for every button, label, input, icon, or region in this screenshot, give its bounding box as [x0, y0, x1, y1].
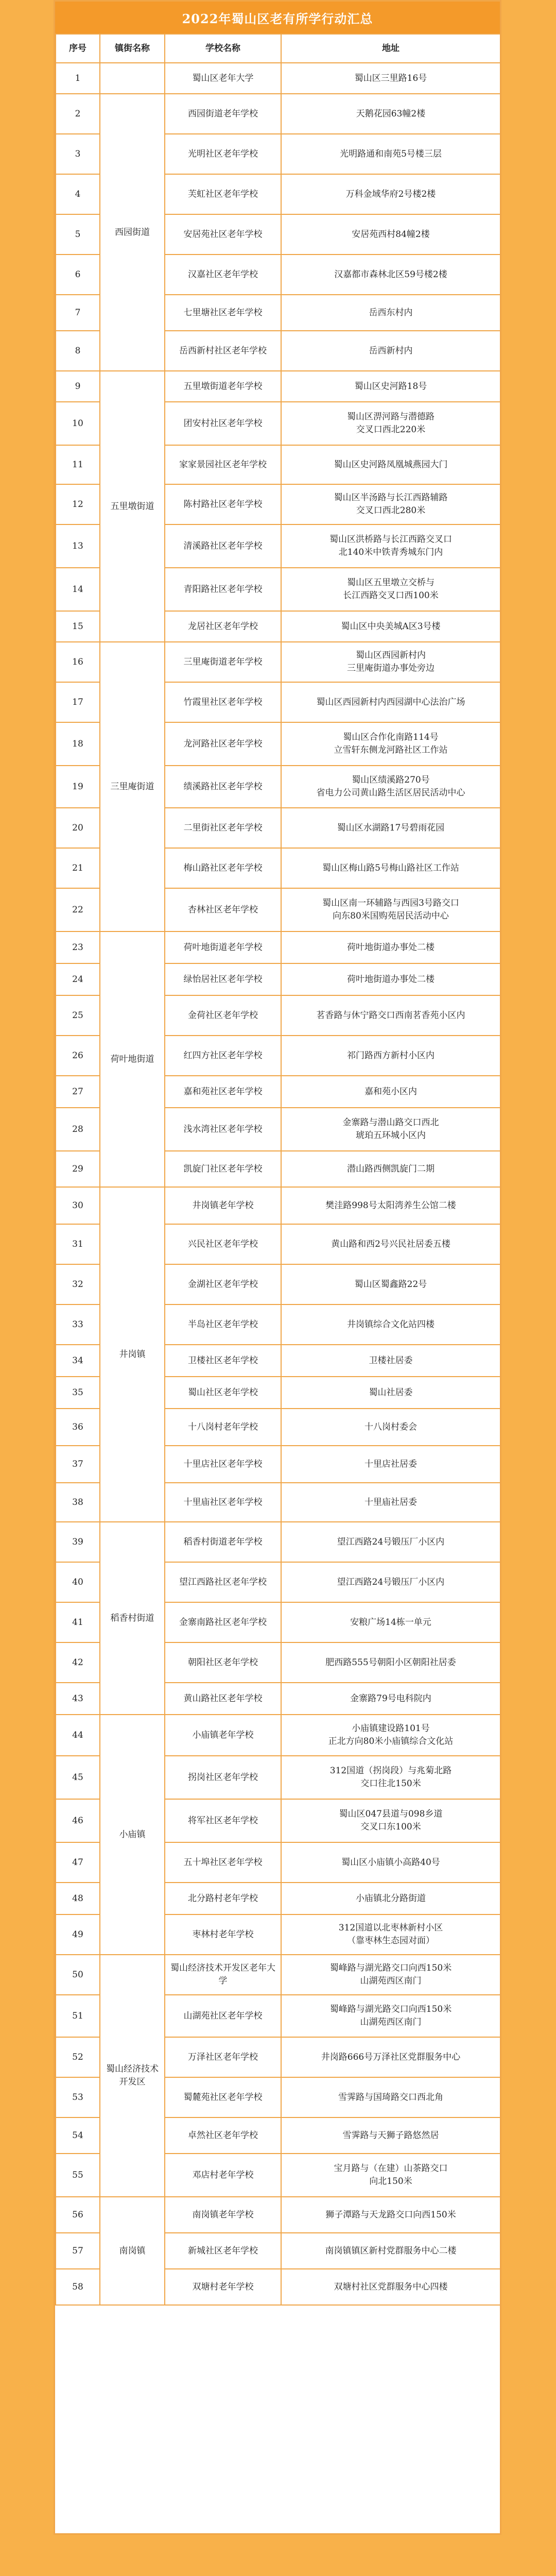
table-row	[56, 1955, 500, 1995]
address-line: 立雪轩东侧龙河路社区工作站	[334, 745, 448, 755]
row-number: 17	[56, 682, 100, 722]
address	[281, 2077, 500, 2117]
row-number: 33	[56, 1304, 100, 1345]
school-name: 浅水湾社区老年学校	[165, 1108, 281, 1151]
address	[281, 94, 500, 134]
address	[281, 1224, 500, 1264]
address-line: 交叉口东100米	[360, 1822, 421, 1832]
address	[281, 568, 500, 611]
row-number: 8	[56, 331, 100, 371]
row-number: 13	[56, 524, 100, 568]
row-number: 58	[56, 2269, 100, 2305]
row-number: 11	[56, 445, 100, 484]
school-name: 蜀麓苑社区老年学校	[165, 2077, 281, 2117]
address	[281, 1264, 500, 1304]
address-line: 山湖苑西区南门	[360, 2017, 422, 2027]
row-number: 37	[56, 1446, 100, 1483]
school-name: 井岗镇老年学校	[165, 1187, 281, 1224]
address	[281, 1683, 500, 1715]
row-number: 36	[56, 1409, 100, 1446]
address-line: 祁门路西方新村小区内	[347, 1050, 435, 1061]
row-number: 34	[56, 1345, 100, 1377]
school-name: 新城社区老年学校	[165, 2233, 281, 2269]
address-line: （靠枣林生态园对面）	[347, 1936, 435, 1946]
header-school: 学校名称	[165, 34, 281, 63]
school-name: 梅山路社区老年学校	[165, 848, 281, 888]
school-name: 十八岗村老年学校	[165, 1409, 281, 1446]
address	[281, 1562, 500, 1602]
address-line: 金寨路79号电科院内	[350, 1693, 431, 1704]
school-name: 岳西新村社区老年学校	[165, 331, 281, 371]
address	[281, 1076, 500, 1108]
address	[281, 642, 500, 682]
school-name: 蜀山区老年大学	[165, 63, 281, 94]
school-name: 半岛社区老年学校	[165, 1304, 281, 1345]
address	[281, 1715, 500, 1756]
address-line: 天鹅花园63幢2楼	[356, 108, 426, 119]
table-row	[56, 371, 500, 402]
address-line: 蜀山区淠河路与潜德路	[347, 412, 435, 422]
row-number: 10	[56, 402, 100, 445]
address-line: 蜀峰路与湖光路交口向西150米	[329, 2004, 452, 2015]
school-name: 荷叶地街道老年学校	[165, 931, 281, 963]
table-row	[56, 2197, 500, 2233]
row-number: 12	[56, 484, 100, 524]
address	[281, 255, 500, 295]
row-number: 14	[56, 568, 100, 611]
address	[281, 931, 500, 963]
school-name: 南岗镇老年学校	[165, 2197, 281, 2233]
row-number: 21	[56, 848, 100, 888]
address-line: 井岗路666号万泽社区党群服务中心	[321, 2052, 461, 2062]
address	[281, 888, 500, 931]
school-name: 邓店村老年学校	[165, 2154, 281, 2197]
street-name: 南岗镇	[100, 2197, 165, 2305]
row-number: 45	[56, 1756, 100, 1799]
row-number: 3	[56, 134, 100, 174]
address-line: 肥西路555号朝阳小区朝阳社居委	[325, 1657, 456, 1668]
address-line: 蜀峰路与湖光路交口向西150米	[329, 1963, 452, 1974]
address-line: 蜀山区五里墩立交桥与	[347, 578, 435, 588]
address	[281, 214, 500, 255]
address-line: 十八岗村委会	[364, 1421, 417, 1432]
address-line: 狮子潭路与天龙路交口向西150米	[325, 2209, 456, 2220]
header-street: 镇街名称	[100, 34, 165, 63]
address	[281, 1483, 500, 1522]
address	[281, 1955, 500, 1995]
address-line: 井岗镇综合文化站四楼	[347, 1319, 435, 1330]
row-number: 25	[56, 995, 100, 1036]
row-number: 27	[56, 1076, 100, 1108]
address-line: 雪霁路与国琦路交口西北角	[338, 2092, 443, 2103]
address	[281, 1883, 500, 1914]
street-name: 井岗镇	[100, 1187, 165, 1522]
address-line: 省电力公司黄山路生活区居民活动中心	[316, 788, 465, 798]
street-name: 蜀山经济技术开发区	[100, 1955, 165, 2197]
row-number: 22	[56, 888, 100, 931]
table-row	[56, 1715, 500, 1756]
address	[281, 1108, 500, 1151]
row-number: 52	[56, 2037, 100, 2077]
table-row	[56, 1522, 500, 1562]
address-line: 交叉口西北280米	[356, 505, 426, 516]
address	[281, 2233, 500, 2269]
row-number: 49	[56, 1914, 100, 1955]
address	[281, 1642, 500, 1683]
address-line: 蜀山区合作化南路114号	[343, 732, 439, 743]
street-name	[100, 63, 165, 94]
row-number: 1	[56, 63, 100, 94]
school-name: 卓然社区老年学校	[165, 2117, 281, 2154]
row-number: 53	[56, 2077, 100, 2117]
address-line: 安粮广场14栋一单元	[350, 1617, 431, 1628]
address	[281, 1799, 500, 1842]
address	[281, 1377, 500, 1409]
address-line: 蜀山区绩溪路270号	[352, 775, 430, 786]
address-line: 望江西路24号锻压厂小区内	[337, 1577, 445, 1587]
address	[281, 2154, 500, 2197]
table-row	[56, 1187, 500, 1224]
header-row	[56, 34, 500, 63]
row-number: 16	[56, 642, 100, 682]
row-number: 41	[56, 1602, 100, 1642]
school-name: 光明社区老年学校	[165, 134, 281, 174]
address-line: 312国道以北枣林新村小区	[338, 1923, 443, 1934]
address	[281, 2037, 500, 2077]
table-row	[56, 931, 500, 963]
school-name: 青阳路社区老年学校	[165, 568, 281, 611]
address-line: 三里庵街道办事处旁边	[347, 663, 435, 673]
school-table	[55, 33, 501, 2306]
address	[281, 682, 500, 722]
street-name: 稻香村街道	[100, 1522, 165, 1715]
school-name: 蜀山经济技术开发区老年大学	[165, 1955, 281, 1995]
address	[281, 524, 500, 568]
address	[281, 808, 500, 848]
table-row	[56, 642, 500, 682]
address	[281, 1995, 500, 2037]
address	[281, 1304, 500, 1345]
address-line: 蜀山区中央美城A区3号楼	[341, 621, 441, 632]
school-name: 二里街社区老年学校	[165, 808, 281, 848]
address	[281, 402, 500, 445]
header-no: 序号	[56, 34, 100, 63]
address-line: 向北150米	[369, 2176, 412, 2187]
address-line: 樊洼路998号太阳湾养生公馆二楼	[325, 1200, 456, 1211]
address-line: 蜀山区南一环辅路与西园3号路交口	[322, 898, 459, 909]
address-line: 嘉和苑小区内	[364, 1086, 417, 1097]
row-number: 47	[56, 1842, 100, 1883]
address-line: 蜀山区史河路凤凰城燕园大门	[334, 459, 448, 470]
address-line: 蜀山区小庙镇小高路40号	[341, 1857, 440, 1868]
school-name: 凯旋门社区老年学校	[165, 1151, 281, 1187]
table-row	[56, 94, 500, 134]
address-line: 南岗镇镇区新村党群服务中心二楼	[325, 2245, 457, 2256]
address-line: 蜀山区蜀鑫路22号	[354, 1279, 427, 1290]
school-name: 兴民社区老年学校	[165, 1224, 281, 1264]
row-number: 54	[56, 2117, 100, 2154]
school-name: 绿怡居社区老年学校	[165, 963, 281, 995]
school-name: 西园街道老年学校	[165, 94, 281, 134]
address	[281, 295, 500, 331]
school-name: 安居苑社区老年学校	[165, 214, 281, 255]
school-name: 七里塘社区老年学校	[165, 295, 281, 331]
street-name: 西园街道	[100, 94, 165, 371]
address	[281, 1446, 500, 1483]
school-name: 双塘村老年学校	[165, 2269, 281, 2305]
row-number: 28	[56, 1108, 100, 1151]
summary-sheet	[54, 0, 501, 2535]
address	[281, 484, 500, 524]
address-line: 茗香路与休宁路交口西南茗香苑小区内	[316, 1010, 465, 1021]
school-name: 黄山路社区老年学校	[165, 1683, 281, 1715]
address-line: 正北方向80米小庙镇综合文化站	[328, 1736, 454, 1747]
address-line: 蜀山区西园新村内	[356, 650, 426, 661]
school-name: 陈村路社区老年学校	[165, 484, 281, 524]
header-address: 地址	[281, 34, 500, 63]
street-name: 小庙镇	[100, 1715, 165, 1955]
row-number: 26	[56, 1036, 100, 1076]
address	[281, 722, 500, 766]
school-name: 望江西路社区老年学校	[165, 1562, 281, 1602]
address-line: 蜀山区史河路18号	[354, 381, 427, 392]
address	[281, 1842, 500, 1883]
school-name: 绩溪路社区老年学校	[165, 766, 281, 808]
row-number: 29	[56, 1151, 100, 1187]
school-name: 汉嘉社区老年学校	[165, 255, 281, 295]
row-number: 40	[56, 1562, 100, 1602]
school-name: 十里庙社区老年学校	[165, 1483, 281, 1522]
address	[281, 1409, 500, 1446]
address	[281, 1036, 500, 1076]
address-line: 交口往北150米	[360, 1778, 421, 1789]
school-name: 稻香村街道老年学校	[165, 1522, 281, 1562]
address	[281, 371, 500, 402]
address-line: 蜀山区西园新村内西园湖中心法治广场	[316, 697, 465, 707]
row-number: 2	[56, 94, 100, 134]
school-name: 蜀山社区老年学校	[165, 1377, 281, 1409]
address	[281, 1522, 500, 1562]
address	[281, 963, 500, 995]
address	[281, 1345, 500, 1377]
address	[281, 2117, 500, 2154]
row-number: 50	[56, 1955, 100, 1995]
school-name: 龙居社区老年学校	[165, 611, 281, 642]
address-line: 黄山路和西2号兴民社居委五楼	[331, 1239, 450, 1249]
school-name: 嘉和苑社区老年学校	[165, 1076, 281, 1108]
row-number: 18	[56, 722, 100, 766]
school-name: 家家景园社区老年学校	[165, 445, 281, 484]
address-line: 蜀山区水湖路17号碧雨花园	[337, 822, 445, 833]
row-number: 19	[56, 766, 100, 808]
school-name: 五十埠社区老年学校	[165, 1842, 281, 1883]
row-number: 43	[56, 1683, 100, 1715]
address-line: 宝月路与（在建）山茶路交口	[334, 2163, 448, 2174]
street-name: 三里庵街道	[100, 642, 165, 931]
row-number: 5	[56, 214, 100, 255]
address-line: 交叉口西北220米	[356, 425, 426, 435]
address-line: 蜀山区洪桥路与长江西路交叉口	[329, 534, 452, 545]
row-number: 57	[56, 2233, 100, 2269]
table-body	[56, 63, 500, 2305]
school-name: 金湖社区老年学校	[165, 1264, 281, 1304]
school-name: 清溪路社区老年学校	[165, 524, 281, 568]
school-name: 五里墩街道老年学校	[165, 371, 281, 402]
row-number: 55	[56, 2154, 100, 2197]
address-line: 光明路通和南苑5号楼三层	[340, 148, 442, 159]
school-name: 龙河路社区老年学校	[165, 722, 281, 766]
address-line: 312国道（拐岗段）与兆菊北路	[329, 1766, 452, 1776]
address-line: 小庙镇建设路101号	[352, 1723, 430, 1734]
school-name: 金荷社区老年学校	[165, 995, 281, 1036]
row-number: 42	[56, 1642, 100, 1683]
school-name: 红四方社区老年学校	[165, 1036, 281, 1076]
row-number: 24	[56, 963, 100, 995]
address	[281, 1914, 500, 1955]
school-name: 北分路村老年学校	[165, 1883, 281, 1914]
address-line: 蜀山区047县道与098乡道	[339, 1809, 443, 1820]
street-name: 五里墩街道	[100, 371, 165, 642]
address-line: 蜀山区半汤路与长江西路辅路	[334, 493, 448, 503]
address	[281, 848, 500, 888]
school-name: 竹霞里社区老年学校	[165, 682, 281, 722]
address-line: 雪霁路与天狮子路悠然居	[342, 2130, 439, 2141]
address-line: 望江西路24号锻压厂小区内	[337, 1536, 445, 1547]
address-line: 蜀山社居委	[369, 1387, 413, 1398]
address-line: 琥珀五环城小区内	[356, 1130, 426, 1141]
school-name: 杏林社区老年学校	[165, 888, 281, 931]
address-line: 十里店社居委	[364, 1459, 417, 1469]
row-number: 23	[56, 931, 100, 963]
row-number: 38	[56, 1483, 100, 1522]
row-number: 32	[56, 1264, 100, 1304]
row-number: 7	[56, 295, 100, 331]
row-number: 31	[56, 1224, 100, 1264]
address-line: 荷叶地街道办事处二楼	[347, 942, 435, 953]
address	[281, 331, 500, 371]
address-line: 小庙镇北分路街道	[356, 1893, 426, 1904]
address	[281, 174, 500, 214]
address-line: 向东80米国购苑居民活动中心	[333, 911, 449, 921]
school-name: 三里庵街道老年学校	[165, 642, 281, 682]
table-row	[56, 63, 500, 94]
address	[281, 1151, 500, 1187]
school-name: 枣林村老年学校	[165, 1914, 281, 1955]
row-number: 56	[56, 2197, 100, 2233]
address-line: 卫楼社居委	[369, 1355, 413, 1366]
address	[281, 2197, 500, 2233]
address	[281, 445, 500, 484]
address	[281, 611, 500, 642]
school-name: 将军社区老年学校	[165, 1799, 281, 1842]
address	[281, 995, 500, 1036]
table-title: 2022年蜀山区老有所学行动汇总	[55, 2, 500, 33]
street-name: 荷叶地街道	[100, 931, 165, 1187]
row-number: 20	[56, 808, 100, 848]
address	[281, 1756, 500, 1799]
school-name: 团安村社区老年学校	[165, 402, 281, 445]
school-name: 小庙镇老年学校	[165, 1715, 281, 1756]
address-line: 荷叶地街道办事处二楼	[347, 974, 435, 985]
row-number: 51	[56, 1995, 100, 2037]
address	[281, 63, 500, 94]
row-number: 15	[56, 611, 100, 642]
address-line: 潜山路西侧凯旋门二期	[347, 1163, 435, 1174]
row-number: 6	[56, 255, 100, 295]
address-line: 汉嘉都市森林北区59号楼2楼	[334, 269, 447, 280]
row-number: 39	[56, 1522, 100, 1562]
school-name: 山湖苑社区老年学校	[165, 1995, 281, 2037]
row-number: 48	[56, 1883, 100, 1914]
row-number: 30	[56, 1187, 100, 1224]
address	[281, 766, 500, 808]
address-line: 山湖苑西区南门	[360, 1976, 422, 1986]
address-line: 岳西新村内	[369, 345, 413, 356]
address-line: 安居苑西村84幢2楼	[352, 229, 430, 240]
address-line: 蜀山区三里路16号	[354, 73, 427, 83]
school-name: 卫楼社区老年学校	[165, 1345, 281, 1377]
address-line: 万科金域华府2号楼2楼	[345, 189, 436, 199]
school-name: 十里店社区老年学校	[165, 1446, 281, 1483]
school-name: 芙虹社区老年学校	[165, 174, 281, 214]
school-name: 朝阳社区老年学校	[165, 1642, 281, 1683]
school-name: 万泽社区老年学校	[165, 2037, 281, 2077]
address-line: 双塘村社区党群服务中心四楼	[334, 2281, 448, 2292]
address-line: 蜀山区梅山路5号梅山路社区工作站	[322, 862, 459, 873]
row-number: 35	[56, 1377, 100, 1409]
address-line: 岳西东村内	[369, 307, 413, 318]
row-number: 44	[56, 1715, 100, 1756]
row-number: 9	[56, 371, 100, 402]
address	[281, 2269, 500, 2305]
school-name: 拐岗社区老年学校	[165, 1756, 281, 1799]
address-line: 北140米中铁青秀城东门内	[338, 547, 443, 557]
address	[281, 1602, 500, 1642]
address-line: 金寨路与潜山路交口西北	[342, 1117, 439, 1128]
address	[281, 134, 500, 174]
address-line: 十里庙社居委	[364, 1497, 417, 1507]
address-line: 长江西路交叉口西100米	[343, 590, 439, 601]
row-number: 46	[56, 1799, 100, 1842]
row-number: 4	[56, 174, 100, 214]
address	[281, 1187, 500, 1224]
school-name: 金寨南路社区老年学校	[165, 1602, 281, 1642]
